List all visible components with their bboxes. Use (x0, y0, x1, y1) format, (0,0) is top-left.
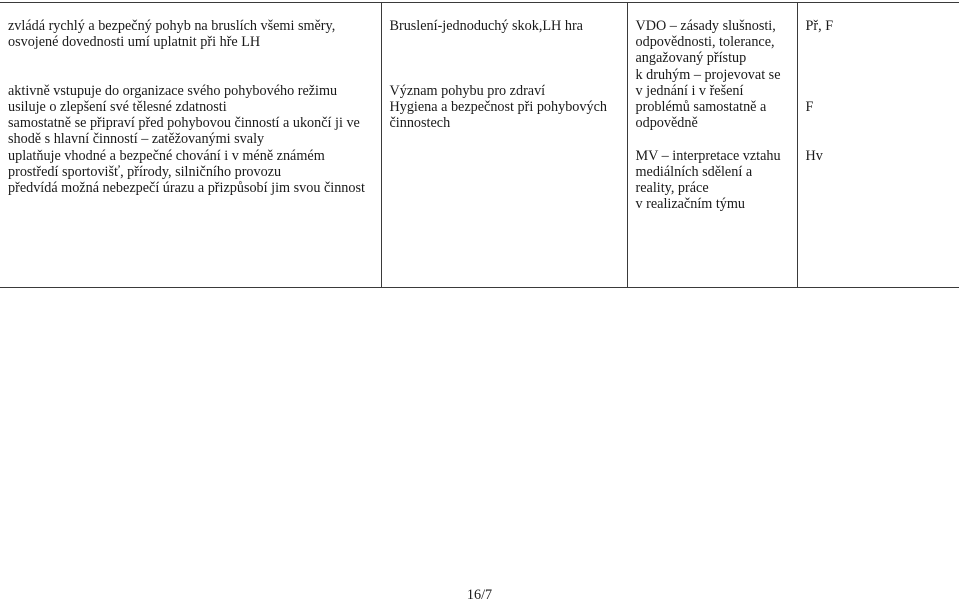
cross-topic-line: angažovaný přístup (635, 50, 747, 67)
outcome-line: shodě s hlavní činností – zatěžovanými svaly (8, 131, 265, 148)
outcome-line: uplatňuje vhodné a bezpečné chování i v méně známém (8, 147, 325, 164)
relation-label: Hv (805, 147, 823, 164)
cross-topic-line: problémů samostatně a (635, 99, 767, 116)
relations-cell (797, 3, 959, 288)
cross-topic-line: v realizačním týmu (635, 196, 746, 213)
curriculum-table (0, 2, 959, 288)
outcomes-cell (0, 3, 381, 288)
cross-topic-line: odpovědně (635, 115, 698, 132)
cross-topic-line: odpovědnosti, tolerance, (635, 34, 775, 51)
table-row (0, 3, 959, 288)
outcome-line: osvojené dovednosti umí uplatnit při hře LH (8, 34, 261, 51)
outcome-line: zvládá rychlý a bezpečný pohyb na bruslích všemi směry, (8, 18, 336, 34)
cross-topic-line: reality, práce (635, 180, 709, 197)
page-number: 16/7 (466, 587, 493, 603)
curriculum-topic: Bruslení-jednoduchý skok,LH hra (389, 18, 583, 34)
outcome-line: samostatně se připraví před pohybovou činností a ukončí ji ve (8, 115, 360, 132)
cross-topic-line: MV – interpretace vztahu (635, 147, 781, 164)
cross-topic-line: mediálních sdělení a (635, 163, 753, 180)
curriculum-line: Význam pohybu pro zdraví (389, 82, 546, 99)
outcome-line: prostředí sportovišť, přírody, silničního provozu (8, 163, 282, 180)
outcome-line: předvídá možná nebezpečí úrazu a přizpůsobí jim svou činnost (8, 180, 365, 197)
curriculum-cell (381, 3, 627, 288)
cross-topics-cell (627, 3, 797, 288)
outcome-line: aktivně vstupuje do organizace svého pohybového režimu (8, 82, 338, 99)
cross-topic-line: VDO – zásady slušnosti, (635, 18, 776, 34)
cross-topic-line: v jednání i v řešení (635, 82, 744, 99)
relation-label: Př, F (805, 18, 834, 34)
cross-topic-line: k druhým – projevovat se (635, 66, 781, 83)
curriculum-line: činnostech (389, 115, 451, 132)
outcome-line: usiluje o zlepšení své tělesné zdatnosti (8, 99, 227, 115)
curriculum-line: Hygiena a bezpečnost při pohybových (389, 99, 607, 115)
relation-label: F (805, 98, 814, 115)
